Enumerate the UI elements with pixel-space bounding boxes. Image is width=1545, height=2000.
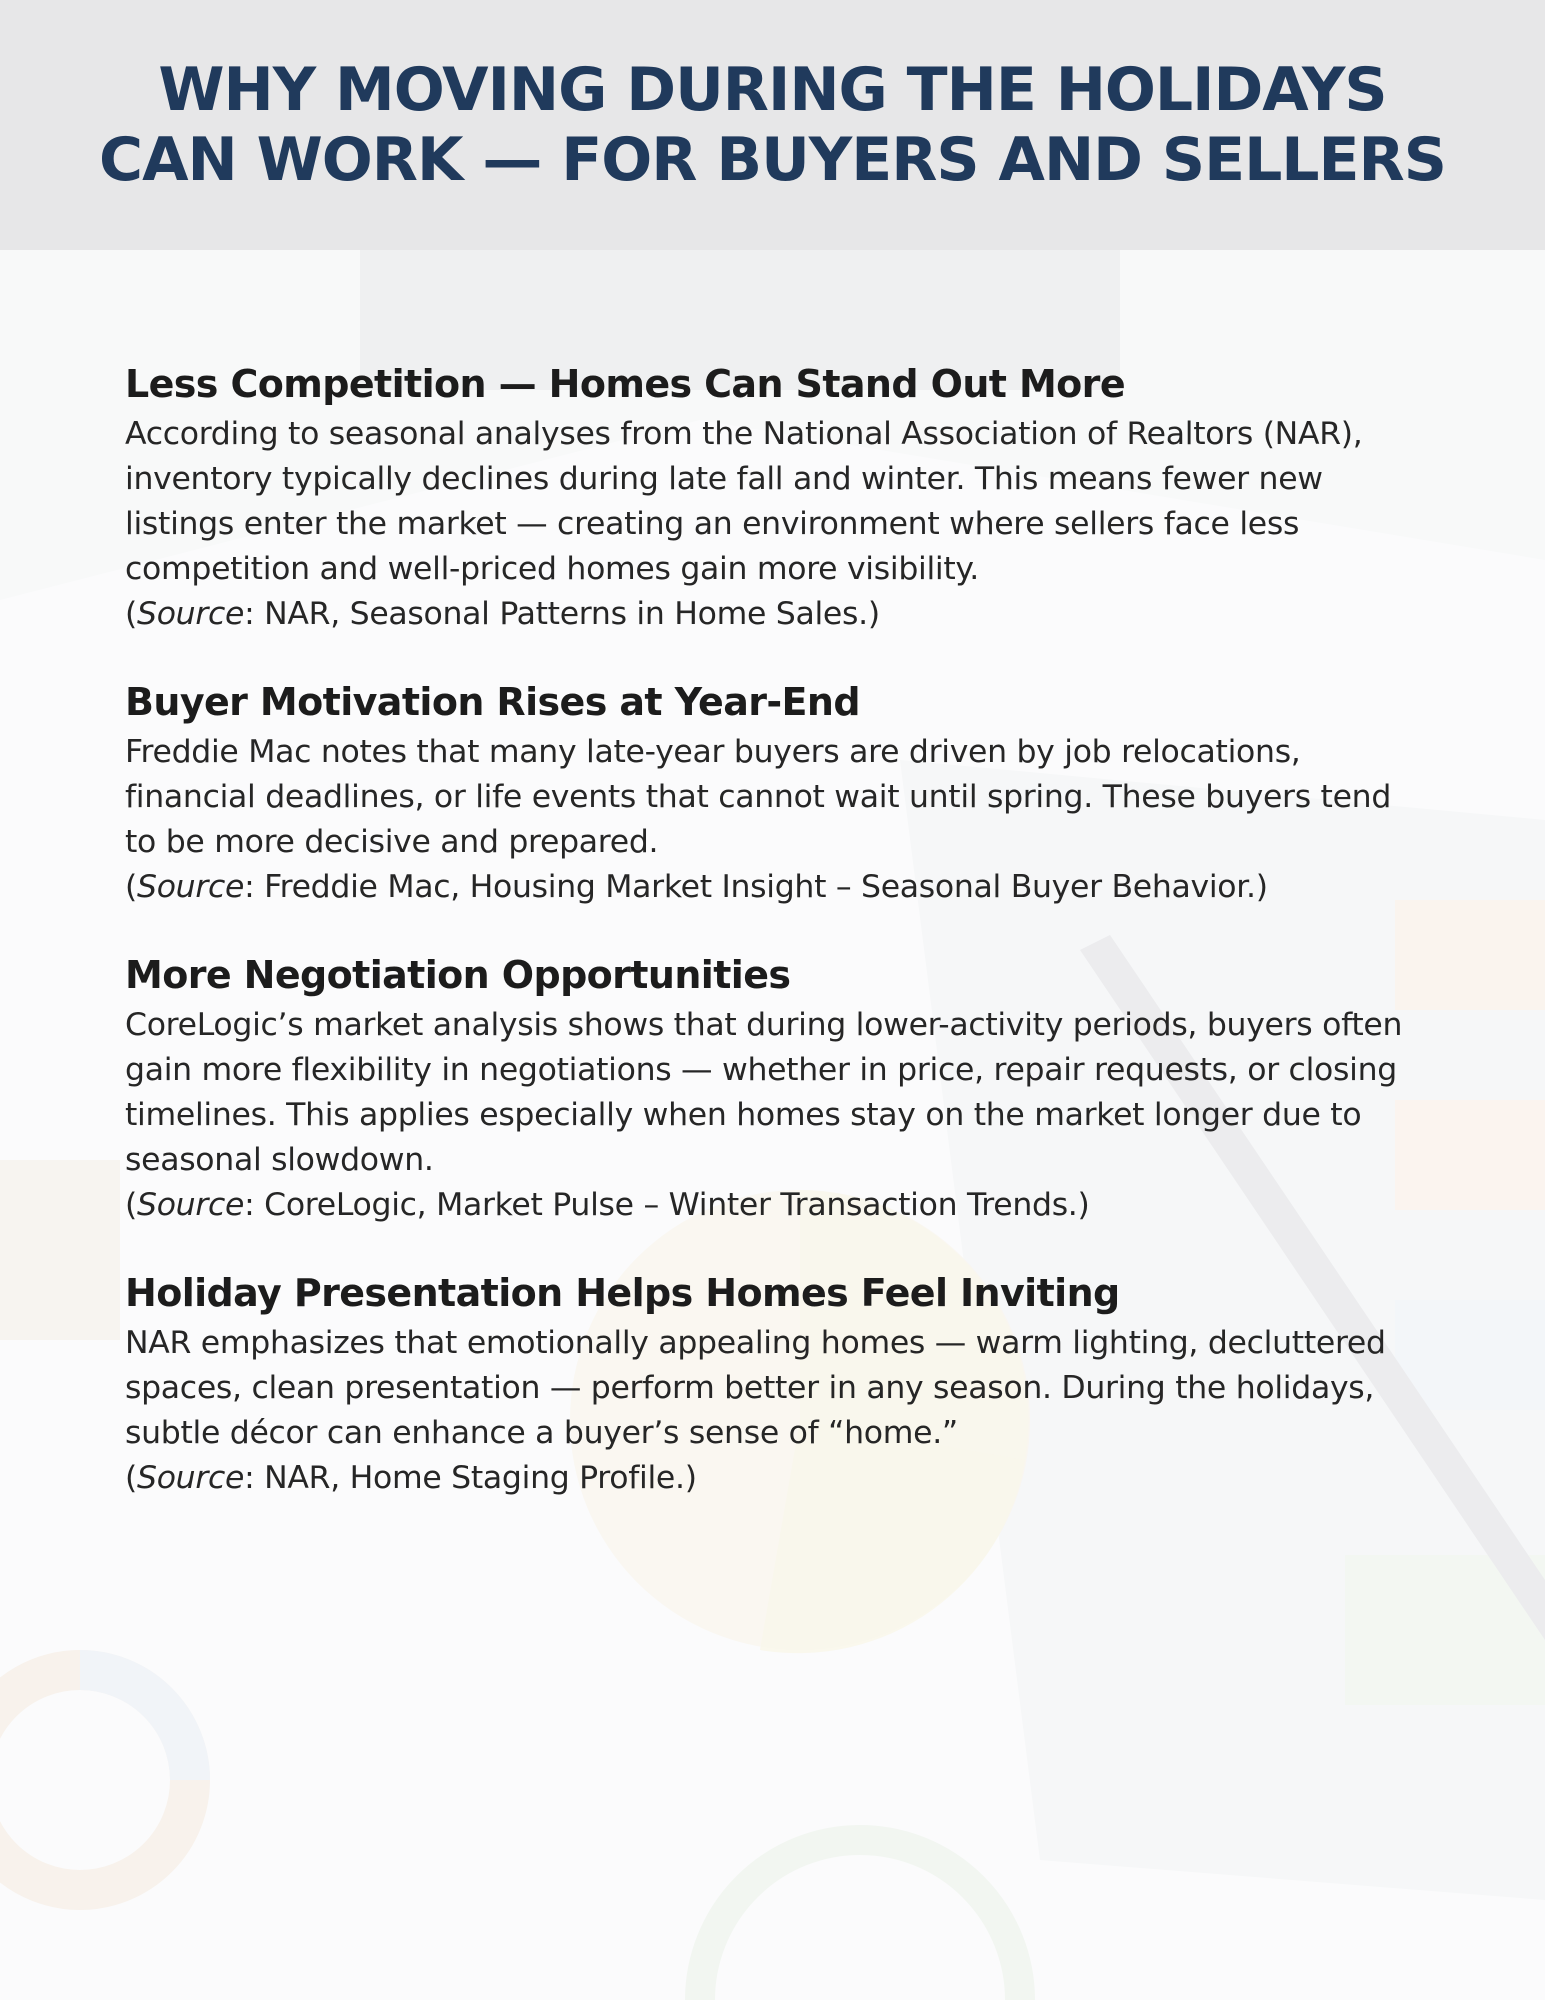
section-heading: Buyer Motivation Rises at Year-End xyxy=(125,680,860,724)
section-heading: Holiday Presentation Helps Homes Feel Inviting xyxy=(125,1271,1120,1315)
page-title-line-1: WHY MOVING DURING THE HOLIDAYS xyxy=(158,55,1387,125)
section-source: (Source: Freddie Mac, Housing Market Insight – Seasonal Buyer Behavior.) xyxy=(125,869,1268,905)
section-source: (Source: NAR, Home Staging Profile.) xyxy=(125,1460,697,1496)
section-heading: Less Competition — Homes Can Stand Out More xyxy=(125,362,1125,406)
section-negotiation xyxy=(125,951,1425,1228)
section-buyer-motivation xyxy=(125,678,1425,910)
source-citation: : NAR, Seasonal Patterns in Home Sales. xyxy=(244,596,868,632)
section-body: CoreLogic’s market analysis shows that during lower-activity periods, buyers often gain more flexibility in negotiations — whether in price, repair requests, or closing timelines. This applies especially when homes stay on the market longer due to seasonal slowdown. xyxy=(125,1007,1403,1178)
section-source: (Source: CoreLogic, Market Pulse – Winter Transaction Trends.) xyxy=(125,1187,1090,1223)
source-prefix: Source xyxy=(137,869,245,905)
source-citation: : CoreLogic, Market Pulse – Winter Transaction Trends. xyxy=(244,1187,1078,1223)
section-source: (Source: NAR, Seasonal Patterns in Home Sales.) xyxy=(125,596,880,632)
section-less-competition xyxy=(125,360,1425,637)
title-banner xyxy=(0,0,1545,250)
section-body: According to seasonal analyses from the National Association of Realtors (NAR), inventory typically declines during late fall and winter. This means fewer new listings enter the market — creating an environment where sellers face less competition and well-priced homes gain more visibility. xyxy=(125,416,1363,587)
section-holiday-presentation xyxy=(125,1269,1425,1501)
section-body: NAR emphasizes that emotionally appealing homes — warm lighting, decluttered spaces, clean presentation — perform better in any season. During the holidays, subtle décor can enhance a buyer’s sense of “home.” xyxy=(125,1325,1386,1451)
source-citation: : Freddie Mac, Housing Market Insight – Seasonal Buyer Behavior. xyxy=(244,869,1256,905)
article-body xyxy=(125,360,1425,1542)
section-heading: More Negotiation Opportunities xyxy=(125,953,791,997)
page-title xyxy=(99,55,1446,195)
source-prefix: Source xyxy=(137,1460,245,1496)
source-citation: : NAR, Home Staging Profile. xyxy=(244,1460,685,1496)
page-title-line-2: CAN WORK — FOR BUYERS AND SELLERS xyxy=(99,125,1446,195)
source-prefix: Source xyxy=(137,1187,245,1223)
section-body: Freddie Mac notes that many late-year buyers are driven by job relocations, financial deadlines, or life events that cannot wait until spring. These buyers tend to be more decisive and prepared. xyxy=(125,734,1392,860)
source-prefix: Source xyxy=(137,596,245,632)
